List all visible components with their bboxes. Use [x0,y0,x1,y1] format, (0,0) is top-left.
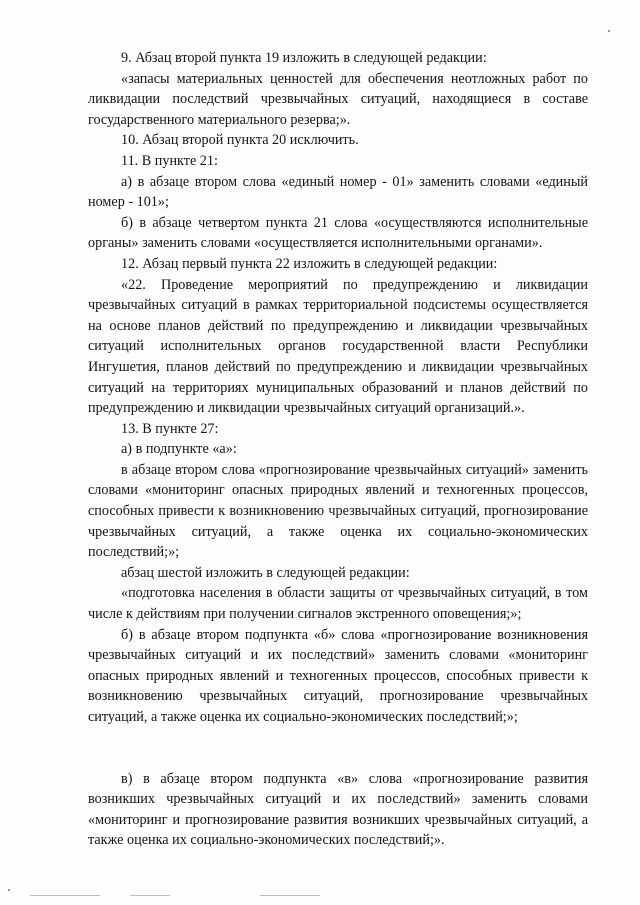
subparagraph-13a: а) в подпункте «а»: [121,441,237,458]
paragraph-item-9: 9. Абзац второй пункта 19 изложить в следующей редакции: [121,50,487,66]
quoted-text-item-9: «запасы материальных ценностей для обеспечения неотложных работ по ликвидации последствий чрезвычайных ситуаций, находящиеся в составе государственного материального резерва;». [88,70,588,128]
paragraph-item-10: 10. Абзац второй пункта 20 исключить. [121,132,359,149]
subparagraph-13b: б) в абзаце втором подпункта «б» слова «прогнозирование возникновения чрезвычайных ситуаций и их последствий» заменить словами «мониторинг опасных природных явлений и техногенных процессов, способных привести к возникновению чрезвычайных ситуаций, прогнозирование чрезвычайных ситуаций, а также оценка их социально-экономических последствий;»; [88,626,588,725]
subparagraph-11b: б) в абзаце четвертом пункта 21 слова «осуществляются исполнительные органы» заменить словами «осуществляется исполнительными органами». [88,214,588,252]
document-body [88,48,588,851]
paragraph-item-12: 12. Абзац первый пункта 22 изложить в следующей редакции: [121,255,498,272]
scan-artifact-line [130,895,170,896]
scan-artifact-dot [8,889,10,891]
subparagraph-13a-abzac-6: абзац шестой изложить в следующей редакции: [121,564,410,581]
subparagraph-13v: в) в абзаце втором подпункта «в» слова «прогнозирование развития возникших чрезвычайных ситуаций и их последствий» заменить словами «мониторинг и прогнозирование развития возникших чрезвычайных ситуаций, а также оценка их социально-экономических последствий;». [88,770,588,849]
subparagraph-11a: а) в абзаце втором слова «единый номер - 01» заменить словами «единый номер - 101»; [88,173,588,211]
scan-artifact-line [30,895,100,896]
subparagraph-13a-abzac-2: в абзаце втором слова «прогнозирование чрезвычайных ситуаций» заменить словами «мониторинг опасных природных явлений и техногенных процессов, способных привести к возникновению чрезвычайных ситуаций, прогнозирование чрезвычайных ситуаций, а также оценка их социально-экономических последствий;»; [88,461,588,561]
scan-artifact-dot [608,30,610,32]
paragraph-item-11: 11. В пункте 21: [121,152,218,169]
quoted-text-item-22: «22. Проведение мероприятий по предупреждению и ликвидации чрезвычайных ситуаций в рамках территориальной подсистемы осуществляется на основе планов действий по предупреждению и ликвидации чрезвычайных ситуаций исполнительных органов государственной власти Республики Ингушетия, планов действий по предупреждению и ликвидации чрезвычайных ситуаций на территориях муниципальных образований и планов действий по предупреждению и ликвидации чрезвычайных ситуаций организаций.». [88,276,588,417]
scan-artifact-line [260,895,320,896]
quoted-text-abzac-6: «подготовка населения в области защиты от чрезвычайных ситуаций, в том числе к действиям при получении сигналов экстренного оповещения;»; [88,585,588,623]
paragraph-item-13: 13. В пункте 27: [121,420,219,437]
